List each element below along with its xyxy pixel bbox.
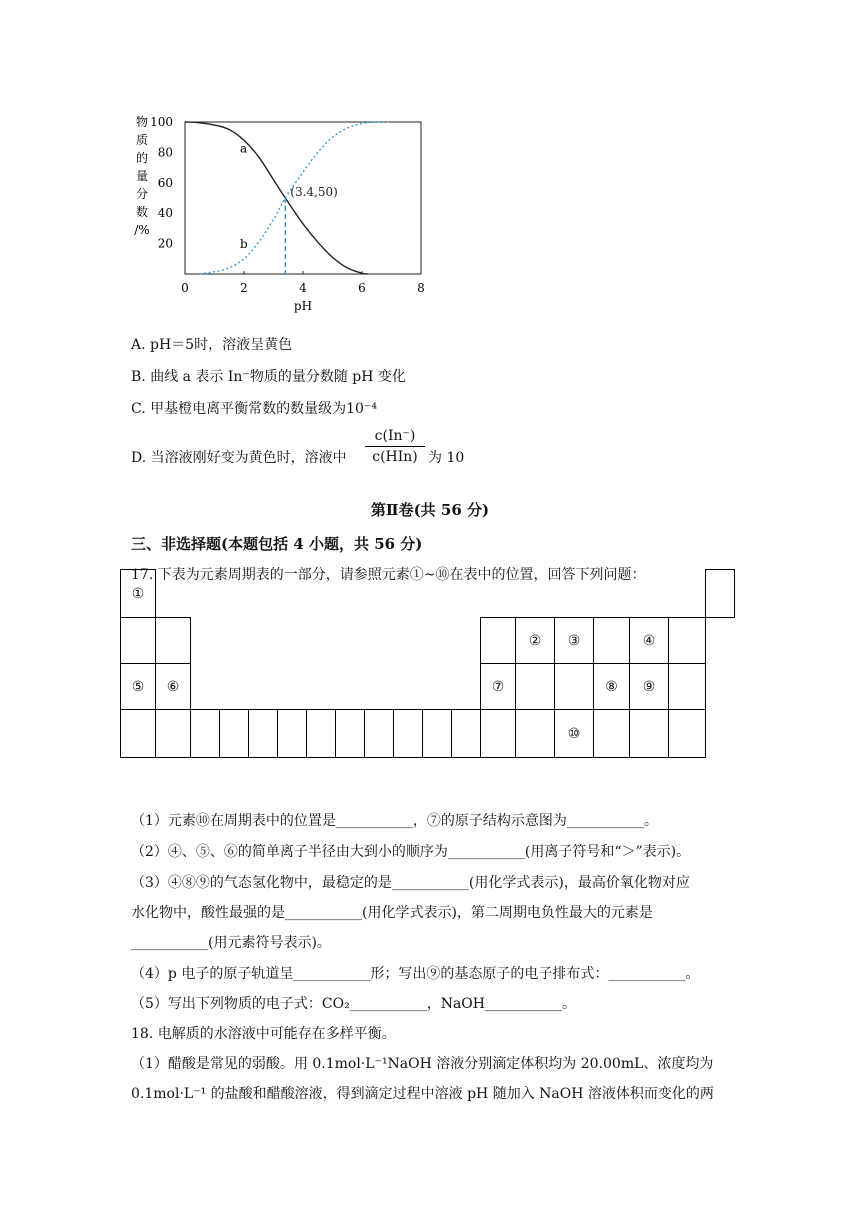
y-tick-label: 100 <box>150 115 173 129</box>
y-tick-label: 20 <box>157 236 173 251</box>
y-label-char: 物 <box>135 115 149 129</box>
series-a-label: a <box>240 141 248 156</box>
period-1-row <box>121 570 735 618</box>
species-fraction-chart <box>120 108 440 318</box>
option-d-prefix: D. 当溶液刚好变为黄色时，溶液中 <box>131 450 347 466</box>
gap-period-1 <box>156 570 706 618</box>
q18-sub1b: 0.1mol·L⁻¹ 的盐酸和醋酸溶液，得到滴定过程中溶液 pH 随加入 NaOH 溶液体积而变化的两 <box>131 1086 714 1102</box>
y-label-char: 质 <box>135 133 149 147</box>
cell-p4-g10 <box>394 710 423 758</box>
cell-element-5: ⑤ <box>121 664 156 710</box>
cell-noble-1 <box>706 570 735 618</box>
option-c: C. 甲基橙电离平衡常数的数量级为10⁻⁴ <box>131 401 377 417</box>
section-title: 第Ⅱ卷(共 56 分) <box>370 501 490 519</box>
cell-p4-g9 <box>365 710 394 758</box>
cell-p4-g18 <box>669 710 706 758</box>
y-label-char: 分 <box>135 187 149 201</box>
gap-period-3 <box>191 664 481 710</box>
q17-stem: 17. 下表为元素周期表的一部分，请参照元素①~⑩在表中的位置，回答下列问题： <box>131 567 646 583</box>
x-tick-label: 6 <box>358 281 366 295</box>
y-tick-labels <box>150 115 173 251</box>
cell-element-9: ⑨ <box>630 664 669 710</box>
option-d-fraction <box>365 428 425 465</box>
cell-p4-g16 <box>594 710 630 758</box>
cell-element-4: ④ <box>630 618 669 664</box>
y-tick-label: 40 <box>157 206 173 221</box>
cell-p4-g14 <box>516 710 555 758</box>
cell-p4-g12 <box>452 710 481 758</box>
cell-p4-g3 <box>191 710 220 758</box>
x-tick-labels <box>181 271 425 295</box>
q17-sub3a: （3）④⑧⑨的气态氢化物中，最稳定的是___________(用化学式表示)，最高价氧化物对应 <box>131 875 690 891</box>
cell-element-7: ⑦ <box>481 664 516 710</box>
annotation-layer <box>285 185 338 274</box>
q17-sub4: （4）p 电子的原子轨道呈___________形；写出⑨的基态原子的电子排布式：___________。 <box>131 966 700 982</box>
y-label-char: 的 <box>135 151 149 165</box>
option-a: A. pH＝5时，溶液呈黄色 <box>131 337 293 353</box>
x-tick-label: 2 <box>240 281 248 295</box>
x-axis-label: pH <box>293 299 313 313</box>
y-label-char: /% <box>134 223 150 237</box>
series-layer <box>185 122 392 274</box>
x-tick-label: 8 <box>417 281 425 295</box>
q18-sub1a: （1）醋酸是常见的弱酸。用 0.1mol·L⁻¹NaOH 溶液分别滴定体积均为 20.00mL、浓度均为 <box>131 1056 714 1072</box>
cell-p4-g4 <box>220 710 249 758</box>
period-4-row <box>121 710 735 758</box>
period-3-row <box>121 664 735 710</box>
cell-p4-g11 <box>423 710 452 758</box>
cell-p2-g1 <box>121 618 156 664</box>
x-tick-label: 0 <box>181 281 189 295</box>
cell-element-8: ⑧ <box>594 664 630 710</box>
part-title: 三、非选择题(本题包括 4 小题，共 56 分) <box>131 535 423 553</box>
cell-element-6: ⑥ <box>156 664 191 710</box>
cell-element-2: ② <box>516 618 555 664</box>
cell-p3-g14 <box>516 664 555 710</box>
cell-p3-g15 <box>555 664 594 710</box>
y-tick-label: 60 <box>157 175 173 190</box>
q18-stem: 18. 电解质的水溶液中可能存在多样平衡。 <box>131 1026 396 1042</box>
cell-element-1: ① <box>121 570 156 618</box>
cell-p4-g17 <box>630 710 669 758</box>
periodic-table <box>120 569 735 758</box>
cell-p2-g16 <box>594 618 630 664</box>
q17-sub3b: 水化物中，酸性最强的是___________(用化学式表示)，第二周期电负性最大的元素是 <box>131 905 653 921</box>
cell-p4-g2 <box>156 710 191 758</box>
q17-sub3c: ___________(用元素符号表示)。 <box>131 935 331 951</box>
cell-p4-g13 <box>481 710 516 758</box>
cell-p4-g6 <box>278 710 307 758</box>
cell-p4-g7 <box>307 710 336 758</box>
q17-sub1: （1）元素⑩在周期表中的位置是___________，⑦的原子结构示意图为___________。 <box>131 813 658 829</box>
y-label-char: 数 <box>135 205 149 219</box>
period-2-row <box>121 618 735 664</box>
annotation-label: (3.4,50) <box>290 185 338 199</box>
cell-p2-g13 <box>481 618 516 664</box>
cell-element-3: ③ <box>555 618 594 664</box>
gap-period-2 <box>191 618 481 664</box>
cell-p4-g1 <box>121 710 156 758</box>
y-label-char: 量 <box>135 169 149 183</box>
option-d-suffix: 为 10 <box>428 450 465 466</box>
cell-p4-g8 <box>336 710 365 758</box>
q17-sub5: （5）写出下列物质的电子式：CO₂___________，NaOH___________。 <box>131 996 576 1012</box>
fraction-numerator: c(In⁻) <box>365 428 425 447</box>
option-b: B. 曲线 a 表示 In⁻物质的量分数随 pH 变化 <box>131 369 406 385</box>
fraction-denominator: c(HIn) <box>372 449 418 465</box>
x-tick-label: 4 <box>299 281 307 295</box>
cell-p3-g18 <box>669 664 706 710</box>
series-b-label: b <box>240 237 248 252</box>
cell-p2-g18 <box>669 618 706 664</box>
cell-p2-g2 <box>156 618 191 664</box>
cell-p4-g5 <box>249 710 278 758</box>
y-tick-label: 80 <box>157 145 173 160</box>
q17-sub2: （2）④、⑤、⑥的简单离子半径由大到小的顺序为___________(用离子符号和“＞”表示)。 <box>131 844 691 860</box>
cell-element-10: ⑩ <box>555 710 594 758</box>
series-a-line <box>185 122 368 274</box>
y-axis-label <box>134 114 149 237</box>
